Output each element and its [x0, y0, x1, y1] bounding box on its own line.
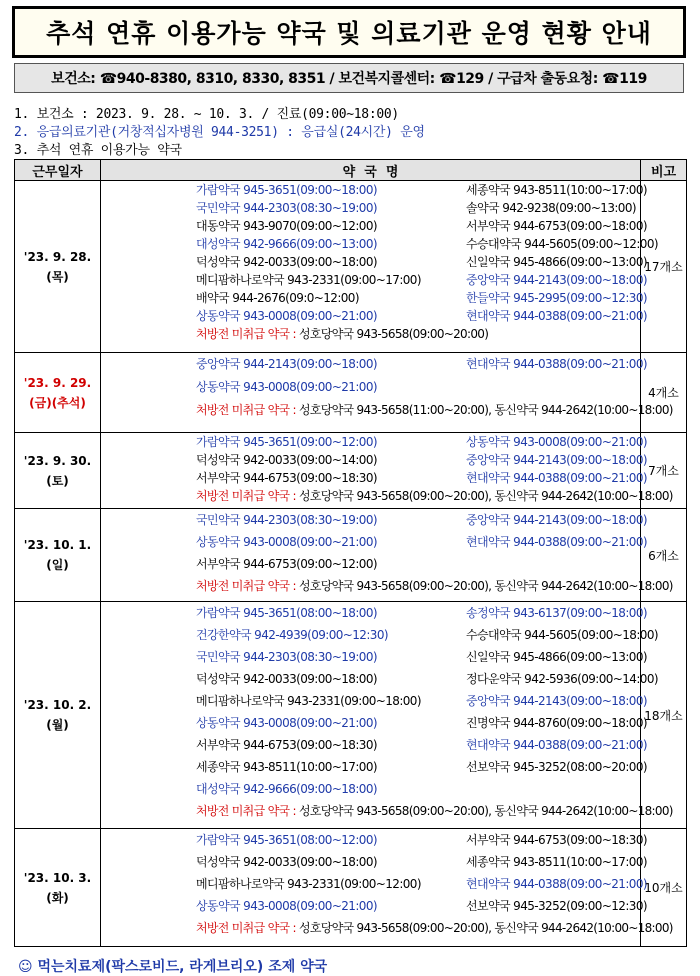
pharmacy-item: 대동약국 943-9070(09:00~12:00) — [196, 219, 377, 233]
pharmacy-item: 현대약국 944-0388(09:00~21:00) — [466, 877, 647, 891]
date-text: '23. 9. 28. — [23, 249, 92, 264]
weekday-text: (토) — [46, 473, 69, 488]
pharmacy-item: 가람약국 945-3651(09:00~12:00) — [196, 435, 377, 449]
non-prescription-label: 처방전 미취급 약국 : — [196, 489, 296, 503]
pharmacy-item: 중앙약국 944-2143(09:00~18:00) — [196, 357, 377, 371]
non-prescription-line — [196, 917, 673, 939]
info-line-3: 3. 추석 연휴 이용가능 약국 — [14, 143, 182, 158]
weekday-text: (금)(추석) — [29, 395, 86, 410]
table-row — [15, 509, 687, 602]
date-text: '23. 10. 3. — [23, 870, 92, 885]
non-prescription-line — [196, 575, 673, 597]
row-note: 7개소 — [641, 433, 687, 509]
non-prescription-pharmacies: 성호당약국 943-5658(09:00~20:00), 동신약국 944-2642(10:00~18:00) — [298, 921, 673, 935]
pharmacy-item: 선보약국 945-3252(08:00~20:00) — [466, 760, 647, 774]
weekday-text: (목) — [46, 269, 69, 284]
pharmacy-item: 덕성약국 942-0033(09:00~18:00) — [196, 855, 377, 869]
row-note: 10개소 — [641, 829, 687, 947]
pharmacy-list — [196, 181, 658, 325]
pharmacy-item: 현대약국 944-0388(09:00~21:00) — [466, 738, 647, 752]
non-prescription-line — [196, 800, 673, 822]
pharmacy-item: 가람약국 945-3651(09:00~18:00) — [196, 183, 377, 197]
pharmacy-item: 송정약국 943-6137(09:00~18:00) — [466, 606, 647, 620]
pharmacy-item: 서부약국 944-6753(09:00~12:00) — [196, 557, 377, 571]
pharmacy-list — [196, 602, 658, 800]
pharmacy-item: 신일약국 945-4866(09:00~13:00) — [466, 650, 647, 664]
non-prescription-line — [196, 487, 673, 505]
pharmacy-item: 현대약국 944-0388(09:00~21:00) — [466, 309, 647, 323]
non-prescription-label: 처방전 미취급 약국 : — [196, 804, 296, 818]
non-prescription-pharmacies: 성호당약국 943-5658(09:00~20:00) — [298, 327, 489, 341]
info-line-1: 1. 보건소 : 2023. 9. 28. ~ 10. 3. / 진료(09:00~18:00) — [14, 107, 399, 122]
non-prescription-line — [196, 325, 640, 343]
pharmacy-item: 서부약국 944-6753(09:00~18:30) — [466, 833, 647, 847]
weekday-text: (화) — [46, 890, 69, 905]
table-row — [15, 829, 687, 947]
pharmacy-item: 메디팜하나로약국 943-2331(09:00~18:00) — [196, 694, 421, 708]
non-prescription-label: 처방전 미취급 약국 : — [196, 579, 296, 593]
row-date — [15, 602, 101, 829]
contact-bar — [14, 63, 684, 93]
pharmacy-table — [14, 159, 687, 947]
pharmacy-item: 중앙약국 944-2143(09:00~18:00) — [466, 513, 647, 527]
row-note: 17개소 — [641, 181, 687, 353]
pharmacy-item: 국민약국 944-2303(08:30~19:00) — [196, 650, 377, 664]
pharmacy-item: 정다운약국 942-5936(09:00~14:00) — [466, 672, 658, 686]
pharmacy-item: 중앙약국 944-2143(09:00~18:00) — [466, 273, 647, 287]
non-prescription-pharmacies: 성호당약국 943-5658(11:00~20:00), 동신약국 944-2642(10:00~18:00) — [298, 403, 673, 417]
pharmacy-item: 세종약국 943-8511(10:00~17:00) — [196, 760, 377, 774]
pharmacy-item: 상동약국 943-0008(09:00~21:00) — [196, 716, 377, 730]
pharmacy-item: 국민약국 944-2303(08:30~19:00) — [196, 201, 377, 215]
pharmacy-item: 신일약국 945-4866(09:00~13:00) — [466, 255, 647, 269]
row-date — [15, 181, 101, 353]
row-date — [15, 433, 101, 509]
pharmacy-item: 상동약국 943-0008(09:00~21:00) — [196, 380, 377, 394]
table-header-row — [15, 160, 687, 181]
pharmacy-list — [196, 353, 647, 399]
row-note: 4개소 — [641, 353, 687, 433]
pharmacy-item — [466, 778, 700, 800]
pharmacy-item: 중앙약국 944-2143(09:00~18:00) — [466, 453, 647, 467]
pharmacy-item: 배약국 944-2676(09:0~12:00) — [196, 291, 359, 305]
pharmacy-item: 메디팜하나로약국 943-2331(09:00~12:00) — [196, 877, 421, 891]
pharmacy-item: 건강한약국 942-4939(09:00~12:30) — [196, 628, 388, 642]
non-prescription-pharmacies: 성호당약국 943-5658(09:00~20:00), 동신약국 944-2642(10:00~18:00) — [298, 804, 673, 818]
pharmacy-item: 솔약국 942-9238(09:00~13:00) — [466, 201, 636, 215]
pharmacy-item: 국민약국 944-2303(08:30~19:00) — [196, 513, 377, 527]
non-prescription-label: 처방전 미취급 약국 : — [196, 403, 296, 417]
non-prescription-label: 처방전 미취급 약국 : — [196, 327, 296, 341]
contact-text: 보건소: ☎940-8380, 8310, 8330, 8351 / 보건복지콜센터: ☎129 / 구급차 출동요청: ☎119 — [51, 71, 647, 87]
pharmacy-item: 수승대약국 944-5605(09:00~12:00) — [466, 237, 658, 251]
pharmacy-list — [196, 829, 647, 917]
pharmacy-item: 현대약국 944-0388(09:00~21:00) — [466, 471, 647, 485]
pharmacy-item: 대성약국 942-9666(09:00~18:00) — [196, 782, 377, 796]
non-prescription-label: 처방전 미취급 약국 : — [196, 921, 296, 935]
table-row — [15, 433, 687, 509]
pharmacy-item: 한들약국 945-2995(09:00~12:30) — [466, 291, 647, 305]
header-date: 근무일자 — [15, 160, 101, 181]
date-text: '23. 9. 29. — [23, 375, 92, 390]
pharmacy-item: 세종약국 943-8511(10:00~17:00) — [466, 183, 647, 197]
pharmacy-item: 가람약국 945-3651(08:00~18:00) — [196, 606, 377, 620]
table-row — [15, 602, 687, 829]
pharmacy-item: 서부약국 944-6753(09:00~18:30) — [196, 738, 377, 752]
table-row — [15, 181, 687, 353]
header-pharmacy: 약 국 명 — [101, 160, 641, 181]
pharmacy-item: 대성약국 942-9666(09:00~13:00) — [196, 237, 377, 251]
pharmacy-item: 가람약국 945-3651(08:00~12:00) — [196, 833, 377, 847]
pharmacy-item: 덕성약국 942-0033(09:00~18:00) — [196, 255, 377, 269]
weekday-text: (일) — [46, 558, 69, 572]
pharmacy-item: 덕성약국 942-0033(09:00~18:00) — [196, 672, 377, 686]
title-banner — [12, 6, 686, 58]
non-prescription-pharmacies: 성호당약국 943-5658(09:00~20:00), 동신약국 944-2642(10:00~18:00) — [298, 579, 673, 593]
page-title: 추석 연휴 이용가능 약국 및 의료기관 운영 현황 안내 — [46, 19, 652, 48]
header-note: 비고 — [641, 160, 687, 181]
pharmacy-item: 메디팜하나로약국 943-2331(09:00~17:00) — [196, 273, 421, 287]
pharmacy-item: 진명약국 944-8760(09:00~18:00) — [466, 716, 647, 730]
non-prescription-line — [196, 399, 673, 422]
pharmacy-item: 상동약국 943-0008(09:00~21:00) — [196, 899, 377, 913]
pharmacy-item: 상동약국 943-0008(09:00~21:00) — [196, 309, 377, 323]
pharmacy-item: 현대약국 944-0388(09:00~21:00) — [466, 535, 647, 549]
info-line-2: 2. 응급의료기관(거창적십자병원 944-3251) : 응급실(24시간) 운영 — [14, 125, 425, 140]
row-note: 18개소 — [641, 602, 687, 829]
row-date — [15, 829, 101, 947]
row-date — [15, 509, 101, 602]
footer-note: ☺ 먹는치료제(팍스로비드, 라게브리오) 조제 약국 — [18, 959, 328, 975]
pharmacy-item: 상동약국 943-0008(09:00~21:00) — [196, 535, 377, 549]
pharmacy-item: 수승대약국 944-5605(09:00~18:00) — [466, 628, 658, 642]
pharmacy-item: 서부약국 944-6753(09:00~18:30) — [196, 471, 377, 485]
date-text: '23. 10. 2. — [23, 698, 92, 712]
pharmacy-item: 세종약국 943-8511(10:00~17:00) — [466, 855, 647, 869]
pharmacy-item: 현대약국 944-0388(09:00~21:00) — [466, 357, 647, 371]
pharmacy-item: 상동약국 943-0008(09:00~21:00) — [466, 435, 647, 449]
weekday-text: (월) — [46, 718, 69, 732]
pharmacy-item: 중앙약국 944-2143(09:00~18:00) — [466, 694, 647, 708]
row-date — [15, 353, 101, 433]
non-prescription-pharmacies: 성호당약국 943-5658(09:00~20:00), 동신약국 944-2642(10:00~18:00) — [298, 489, 673, 503]
row-note: 6개소 — [641, 509, 687, 602]
table-row — [15, 353, 687, 433]
pharmacy-item: 선보약국 945-3252(09:00~12:30) — [466, 899, 647, 913]
pharmacy-list — [196, 433, 647, 487]
pharmacy-item: 덕성약국 942-0033(09:00~14:00) — [196, 453, 377, 467]
pharmacy-item: 서부약국 944-6753(09:00~18:00) — [466, 219, 647, 233]
pharmacy-list — [196, 509, 647, 575]
pharmacy-cell — [101, 181, 658, 353]
date-text: '23. 10. 1. — [23, 538, 92, 552]
date-text: '23. 9. 30. — [23, 453, 92, 468]
